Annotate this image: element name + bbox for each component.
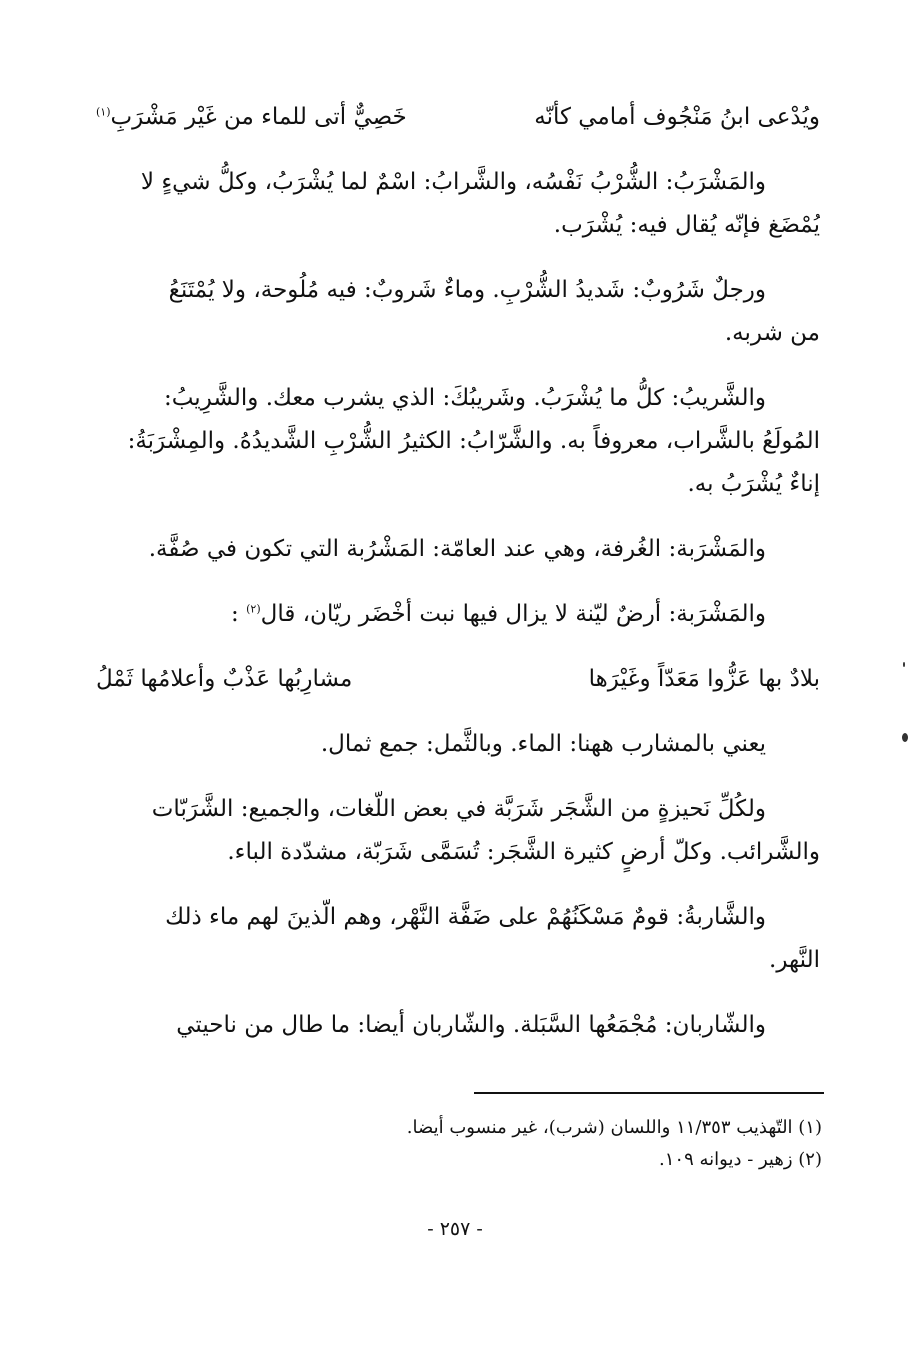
main-text [96, 96, 820, 1047]
text-line-17: والشّاربان: مُجْمَعُها السَّبَلة. والشّاربان أيضا: ما طال من ناحيتي [176, 1012, 766, 1038]
text-line-10 [96, 593, 820, 636]
footnote-1: (١) التّهذيب ١١/٣٥٣ واللسان (شرب)، غير منسوب أيضا. [406, 1117, 822, 1138]
paragraph-gap [96, 247, 820, 269]
paragraph-gap [96, 636, 820, 658]
text-line-7: المُولَعُ بالشَّراب، معروفاً به. والشَّرّابُ: الكثيرُ الشُّرْبِ الشَّديدُهُ. والمِشْرَبَةُ: [127, 428, 820, 454]
verse-1-first-hemistich: ويُدْعى ابنُ مَنْجُوف أمامي كأنّه [534, 104, 820, 130]
text-line-2: والمَشْرَبُ: الشُّرْبُ نَفْسُه، والشَّرابُ: اسْمٌ لما يُشْرَبُ، وكلُّ شيءٍ لا [140, 169, 766, 195]
text-line-12: يعني بالمشارب ههنا: الماء. وبالثَّمل: جمع ثمال. [320, 731, 766, 757]
text-line-6: والشَّريبُ: كلُّ ما يُشْرَبُ. وشَريبُكَ: الذي يشرب معك. والشَّرِيبُ: [163, 385, 766, 411]
verse-2-second-hemistich: مشارِبُها عَذْبٌ وأعلامُها ثَمْلُ [96, 666, 353, 692]
paragraph-gap [96, 701, 820, 723]
verse-1-second-text: خَصِيٌّ أتى للماء من غَيْر مَشْرَبِ [110, 104, 407, 130]
text-line-3: يُمْضَغ فإنّه يُقال فيه: يُشْرَب. [553, 212, 820, 238]
footnotes [250, 1112, 822, 1176]
verse-line-2 [96, 658, 820, 701]
verse-2-first-hemistich: بلادٌ بها عَزُّوا مَعَدّاً وغَيْرَها [588, 666, 820, 692]
footnote-separator [474, 1092, 824, 1094]
text-line-10-body: والمَشْرَبة: أرضٌ ليّنة لا يزال فيها نبت أخْضَر ريّان، قال [260, 601, 766, 627]
text-line-10-colon: : [231, 601, 239, 627]
text-line-5: من شربه. [724, 320, 820, 346]
verse-1-second-hemistich [96, 96, 407, 139]
text-line-8: إناءٌ يُشْرَبُ به. [687, 471, 820, 497]
verse-line-1 [96, 96, 820, 139]
footnote-2: (٢) زهير - ديوانه ١٠٩. [659, 1149, 822, 1170]
paragraph-gap [96, 506, 820, 528]
footnote-marker-1: (١) [96, 105, 111, 119]
paragraph-gap [96, 355, 820, 377]
text-line-9: والمَشْرَبة: الغُرفة، وهي عند العامّة: المَشْرُبة التي تكون في صُفَّة. [148, 536, 766, 562]
paragraph-gap [96, 766, 820, 788]
paragraph-gap [96, 139, 820, 161]
text-line-4: ورجلٌ شَرُوبٌ: شَديدُ الشُّرْبِ. وماءٌ شَروبٌ: فيه مُلُوحة، ولا يُمْتَنَعُ [168, 277, 766, 303]
text-line-15: والشَّاربةُ: قومٌ مَسْكَنُهُمْ على ضَفَّة النَّهْر، وهم الّذينَ لهم ماء ذلك [165, 904, 766, 930]
text-line-16: النَّهر. [769, 947, 820, 973]
text-line-13: ولكُلِّ نَحيزةٍ من الشَّجَر شَرَبَّة في بعض اللّغات، والجميع: الشَّرَبّات [151, 796, 766, 822]
paragraph-gap [96, 571, 820, 593]
paragraph-gap [96, 874, 820, 896]
scan-speck [902, 733, 908, 742]
text-line-14: والشَّرائب. وكلّ أرضٍ كثيرة الشَّجَر: تُسَمَّى شَرَبّة، مشدّدة الباء. [227, 839, 820, 865]
footnote-marker-2: (٢) [246, 602, 261, 616]
page-number: - ٢٥٧ - [427, 1218, 483, 1240]
scan-speck [903, 662, 905, 667]
paragraph-gap [96, 982, 820, 1004]
